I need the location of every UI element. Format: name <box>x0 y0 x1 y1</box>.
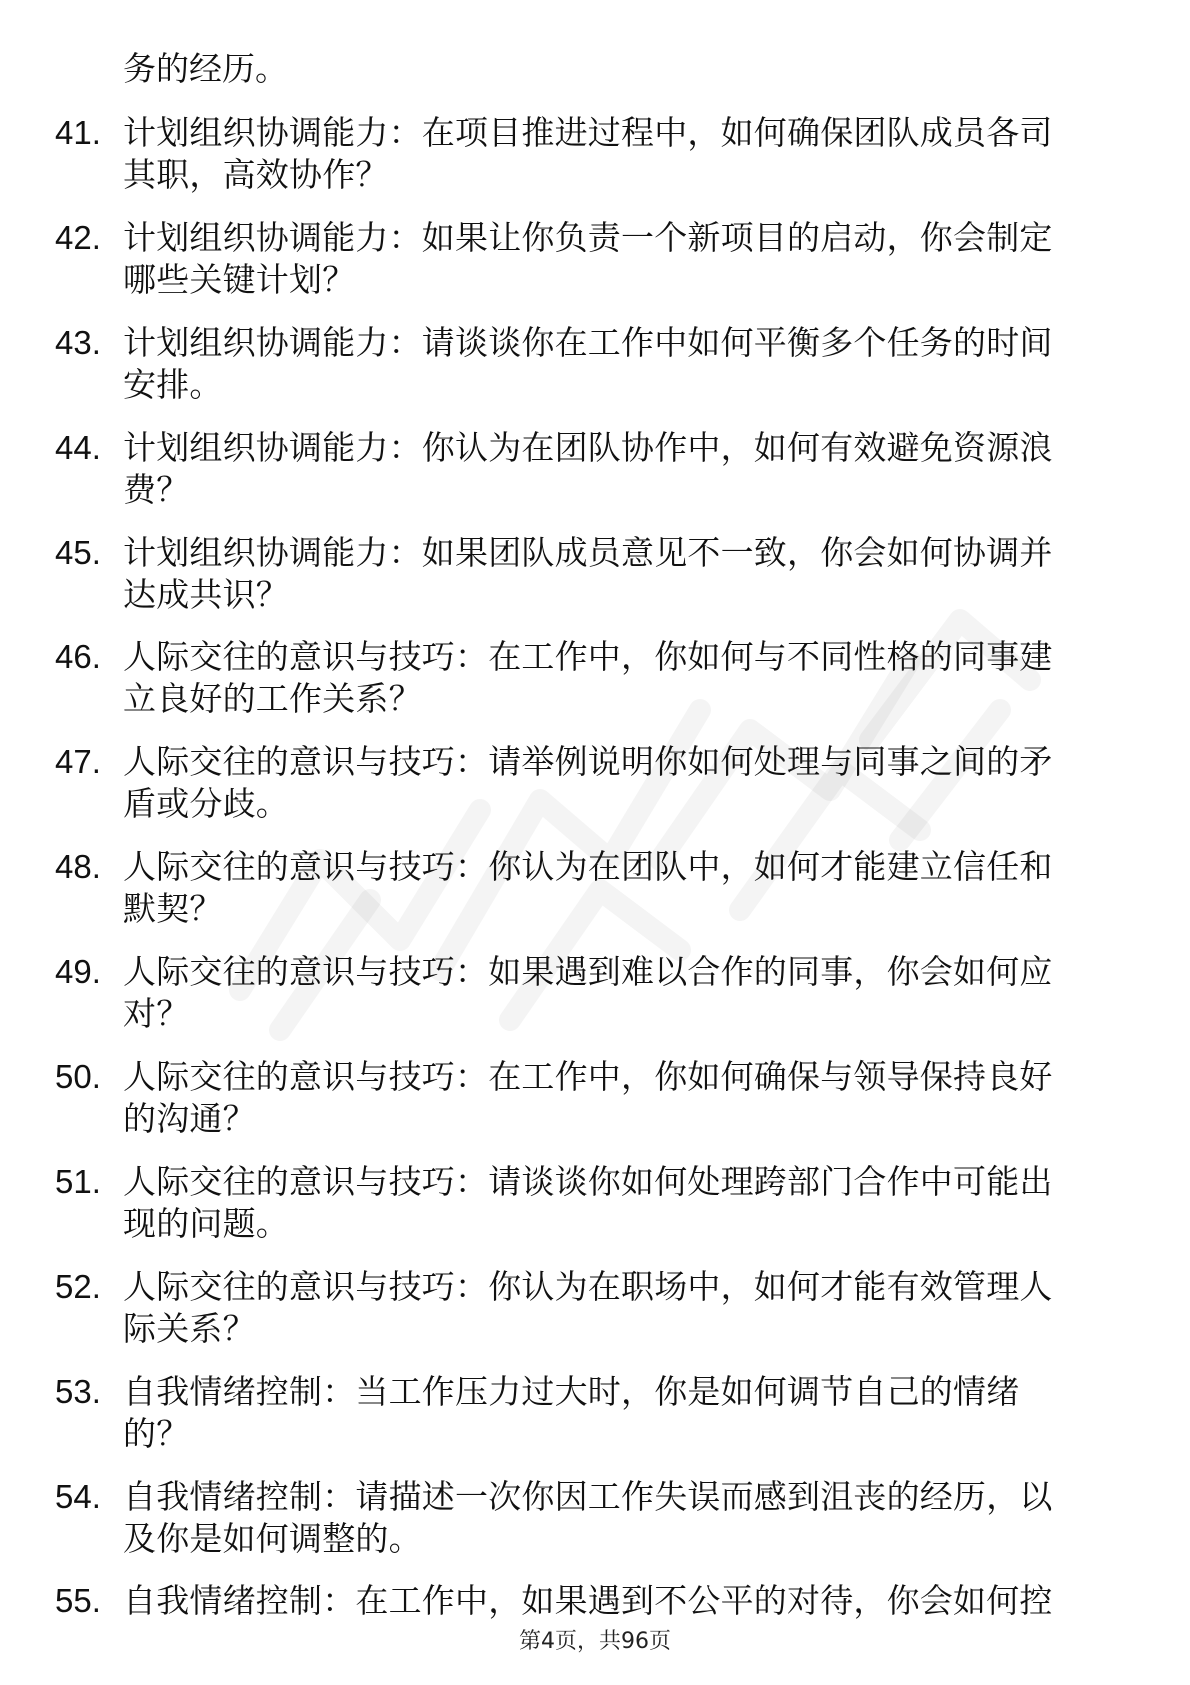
question-text <box>123 741 1113 825</box>
question-text-line: 的？ <box>123 1413 190 1453</box>
question-text <box>123 217 1113 301</box>
question-text-line: 人际交往的意识与技巧：在工作中，你如何确保与领导保持良好 <box>123 1057 1053 1097</box>
question-number: 55. <box>55 1582 101 1620</box>
question-text-line: 人际交往的意识与技巧：你认为在团队中，如何才能建立信任和 <box>123 847 1053 887</box>
question-item-42 <box>0 217 1190 317</box>
question-item-44 <box>0 427 1190 527</box>
question-text-line: 盾或分歧。 <box>123 784 289 824</box>
question-text-line: 计划组织协调能力：你认为在团队协作中，如何有效避免资源浪 <box>123 427 1053 467</box>
question-text-line: 现的问题。 <box>123 1203 289 1243</box>
question-number: 53. <box>55 1372 101 1410</box>
question-text-line: 计划组织协调能力：如果团队成员意见不一致，你会如何协调并 <box>123 532 1053 572</box>
question-text-line: 对？ <box>123 994 190 1034</box>
continuation-text: 务的经历。 <box>123 49 288 88</box>
question-text-line: 计划组织协调能力：如果让你负责一个新项目的启动，你会制定 <box>123 217 1053 257</box>
question-text-line: 费？ <box>123 469 190 509</box>
question-text <box>123 1056 1113 1140</box>
question-number: 49. <box>55 953 101 991</box>
question-text-line: 人际交往的意识与技巧：请举例说明你如何处理与同事之间的矛 <box>123 742 1053 782</box>
question-item-52 <box>0 1266 1190 1366</box>
question-text-line: 计划组织协调能力：在项目推进过程中，如何确保团队成员各司 <box>123 113 1053 152</box>
question-text <box>123 951 1113 1035</box>
question-text <box>123 1266 1113 1350</box>
question-text-line: 其职，高效协作？ <box>123 155 389 194</box>
question-text-line: 自我情绪控制：在工作中，如果遇到不公平的对待，你会如何控 <box>123 1581 1053 1621</box>
question-number: 50. <box>55 1058 101 1096</box>
question-text <box>123 427 1113 511</box>
question-list <box>0 112 1190 1685</box>
question-text <box>123 322 1113 406</box>
question-text <box>123 636 1113 720</box>
question-number: 45. <box>55 533 101 571</box>
question-text-line: 计划组织协调能力：请谈谈你在工作中如何平衡多个任务的时间 <box>123 322 1053 362</box>
question-text <box>123 112 1113 196</box>
page-footer: 第4页，共96页 <box>519 1629 671 1654</box>
question-item-51 <box>0 1161 1190 1261</box>
question-text-line: 人际交往的意识与技巧：如果遇到难以合作的同事，你会如何应 <box>123 952 1053 992</box>
question-text-line: 人际交往的意识与技巧：你认为在职场中，如何才能有效管理人 <box>123 1266 1053 1306</box>
question-number: 51. <box>55 1162 101 1200</box>
question-number: 47. <box>55 743 101 781</box>
question-item-47 <box>0 741 1190 841</box>
question-text-line: 自我情绪控制：当工作压力过大时，你是如何调节自己的情绪 <box>123 1371 1020 1411</box>
question-text-line: 人际交往的意识与技巧：在工作中，你如何与不同性格的同事建 <box>123 637 1053 677</box>
question-item-50 <box>0 1056 1190 1156</box>
question-number: 42. <box>55 218 101 256</box>
question-text <box>123 1580 1113 1622</box>
question-text-line: 安排。 <box>123 364 223 404</box>
question-text-line: 际关系？ <box>123 1308 256 1348</box>
question-item-41 <box>0 112 1190 212</box>
question-number: 41. <box>55 114 101 151</box>
question-text-line: 立良好的工作关系？ <box>123 679 422 719</box>
question-number: 43. <box>55 323 101 361</box>
question-text <box>123 846 1113 930</box>
question-item-48 <box>0 846 1190 946</box>
question-text <box>123 1161 1113 1245</box>
question-item-53 <box>0 1371 1190 1471</box>
question-text-line: 达成共识？ <box>123 574 289 614</box>
question-text <box>123 532 1113 616</box>
question-text-line: 哪些关键计划？ <box>123 259 356 299</box>
question-text-line: 自我情绪控制：请描述一次你因工作失误而感到沮丧的经历，以 <box>123 1476 1053 1516</box>
question-text-line: 的沟通？ <box>123 1099 256 1139</box>
question-number: 54. <box>55 1477 101 1515</box>
question-text <box>123 1476 1113 1560</box>
question-item-46 <box>0 636 1190 736</box>
question-number: 48. <box>55 848 101 886</box>
question-item-54 <box>0 1476 1190 1576</box>
question-text-line: 默契？ <box>123 889 223 929</box>
question-text-line: 人际交往的意识与技巧：请谈谈你如何处理跨部门合作中可能出 <box>123 1161 1053 1201</box>
question-item-45 <box>0 532 1190 632</box>
question-item-49 <box>0 951 1190 1051</box>
question-number: 44. <box>55 428 101 466</box>
question-number: 52. <box>55 1267 101 1305</box>
question-text-line: 及你是如何调整的。 <box>123 1518 422 1558</box>
question-text <box>123 1371 1113 1455</box>
question-item-43 <box>0 322 1190 422</box>
question-number: 46. <box>55 638 101 676</box>
